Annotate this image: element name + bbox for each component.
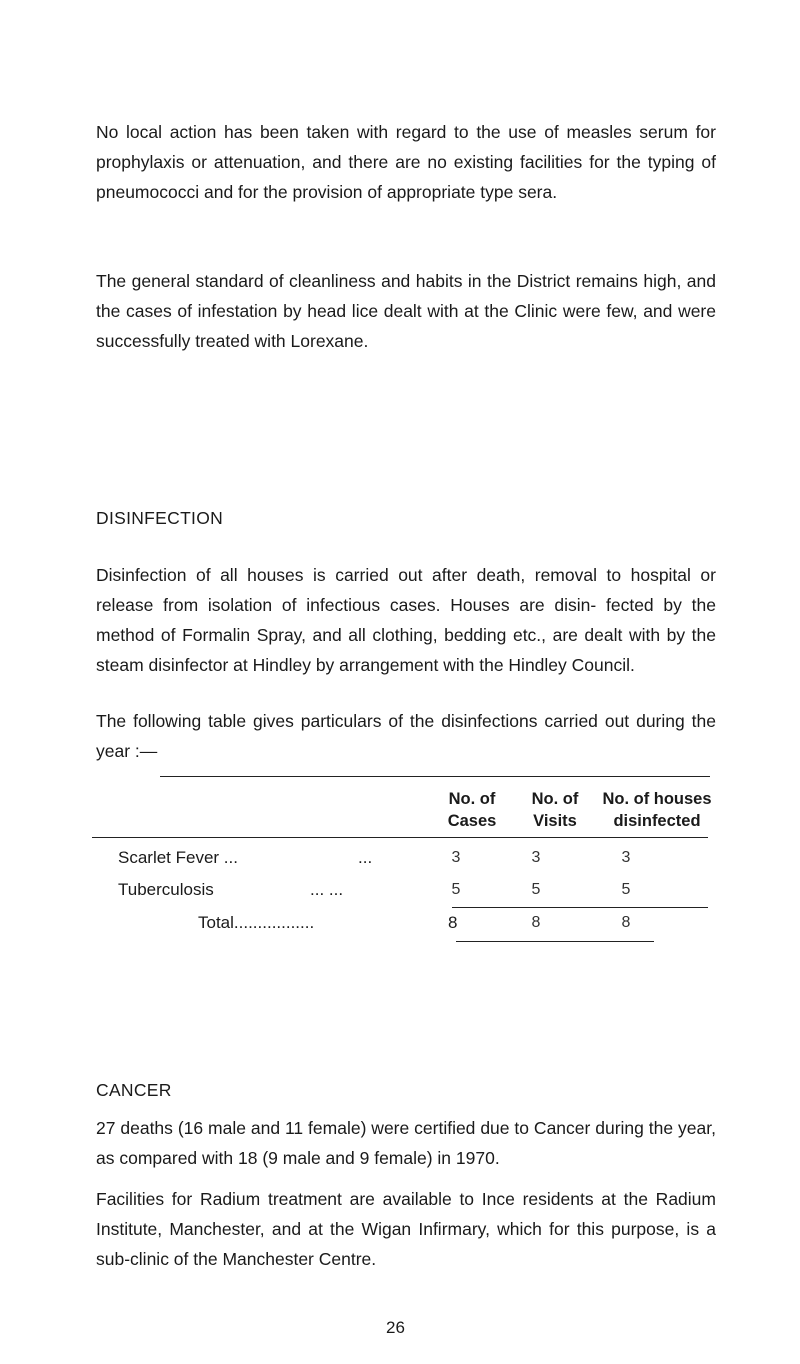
total-houses: 8 — [621, 914, 631, 931]
paragraph-table-intro: The following table gives particulars of the disinfections carried out during the year :— — [96, 711, 716, 761]
header-visits — [510, 788, 600, 832]
row-dots: ... ... — [310, 880, 344, 899]
cell-cases: 3 — [451, 849, 461, 866]
row-label-scarlet-fever: Scarlet Fever ... — [118, 848, 238, 867]
page-number: 26 — [386, 1318, 405, 1337]
paragraph-cancer-deaths: 27 deaths (16 male and 11 female) were certified due to Cancer during the year, as compared with 18 (9 male and 9 female) in 1970. — [96, 1118, 716, 1168]
header-houses-line2: disinfected — [613, 812, 701, 830]
row-dots: ... — [358, 848, 373, 867]
paragraph-cleanliness: The general standard of cleanliness and habits in the District remains high, and the cases of infestation by head lice dealt with at the Clinic were few, and were successfully treated with Lorexane. — [96, 271, 716, 351]
total-visits: 8 — [531, 914, 541, 931]
paragraph-radium-facilities: Facilities for Radium treatment are available to Ince residents at the Radium Institute, Manchester, and at the Wigan Infirmary, which for this purpose, is a sub-clinic of the Manchester Centre. — [96, 1189, 716, 1269]
header-cases — [432, 788, 512, 832]
total-label: Total................. — [198, 913, 315, 932]
cancer-heading: CANCER — [96, 1080, 172, 1100]
header-cases-line1: No. of — [448, 790, 496, 808]
cell-houses: 5 — [621, 881, 631, 898]
header-visits-line1: No. of — [531, 790, 579, 808]
table-top-rule-right — [456, 776, 710, 777]
cell-visits: 3 — [531, 849, 541, 866]
total-cases: 8 — [448, 913, 458, 932]
disinfection-heading: DISINFECTION — [96, 508, 224, 528]
table-bottom-rule — [456, 941, 654, 942]
table-total-top-rule — [452, 907, 708, 908]
cell-houses: 3 — [621, 849, 631, 866]
cell-visits: 5 — [531, 881, 541, 898]
row-label-tuberculosis: Tuberculosis — [118, 880, 214, 899]
cell-cases: 5 — [451, 881, 461, 898]
paragraph-measles-serum: No local action has been taken with regard to the use of measles serum for prophylaxis or attenuation, and there are no existing facilities for the typing of pneumococci and for the provision of appropriate type sera. — [96, 122, 716, 202]
header-cases-line2: Cases — [447, 812, 497, 830]
header-houses — [592, 788, 722, 832]
table-header-rule — [92, 837, 708, 838]
table-top-rule-left — [160, 776, 456, 777]
header-houses-line1: No. of houses — [602, 790, 712, 808]
header-visits-line2: Visits — [533, 812, 577, 830]
paragraph-disinfection-method: Disinfection of all houses is carried out after death, removal to hospital or release from isolation of infectious cases. Houses are disin- fected by the method of Formalin Spray, and all clothing, bedding etc., are dealt with by the steam disinfector at Hindley by arrangement with the Hindley Council. — [96, 565, 716, 675]
